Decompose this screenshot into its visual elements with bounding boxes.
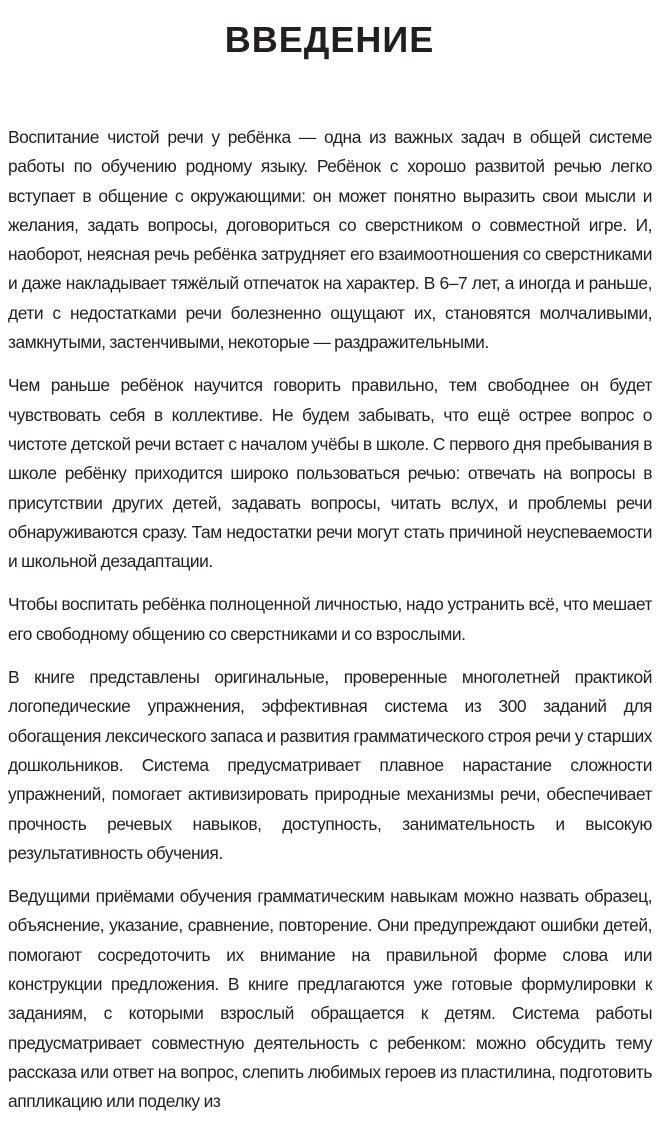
paragraph-2: Чем раньше ребёнок научится говорить правильно, тем свободнее он будет чувствовать себя в коллективе. Не будем забывать, что ещё острее вопрос о чистоте детской речи встает с началом учёбы в школе. С первого дня пребывания в школе ребёнку приходится широко пользоваться речью: отвечать на вопросы в присутствии других детей, задавать вопросы, читать вслух, и проблемы речи обнаруживаются сразу. Там недостатки речи могут стать причиной неуспеваемости и школьной дезадаптации. (8, 375, 652, 572)
paragraph-1: Воспитание чистой речи у ребёнка — одна из важных задач в общей системе работы по обучению родному языку. Ребёнок с хорошо развитой речью легко вступает в общение с окружающими: он может понятно выразить свои мысли и желания, задать вопросы, договориться со сверстником о совместной игре. И, наоборот, неясная речь ребёнка затрудняет его взаимоотношения со сверстниками и даже накладывает тяжёлый отпечаток на характер. В 6–7 лет, а иногда и раньше, дети с недостатками речи болезненно ощущают их, становятся молчаливыми, замкнутыми, застенчивыми, некоторые — раздражительными. (8, 127, 652, 353)
paragraph-5: Ведущими приёмами обучения грамматическим навыкам можно назвать образец, объяснение, указание, сравнение, повторение. Они предупреждают ошибки детей, помогают сосредоточить их внимание на правильной форме слова или конструкции предложения. В книге предлагаются уже готовые формулировки к заданиям, с которыми взрослый обращается к детям. Система работы предусматривает совместную деятельность с ребенком: можно обсудить тему рассказа или ответ на вопрос, слепить любимых героев из пластилина, подготовить аппликацию или поделку из (8, 886, 652, 1112)
page-title: ВВЕДЕНИЕ (224, 19, 435, 60)
paragraph-3: Чтобы воспитать ребёнка полноценной личностью, надо устранить всё, что мешает его свободному общению со сверстниками и со взрослыми. (8, 594, 652, 644)
paragraph-4: В книге представлены оригинальные, проверенные многолетней практикой логопедические упражнения, эффективная система из 300 заданий для обогащения лексического запаса и развития грамматического строя речи у старших дошкольников. Система предусматривает плавное нарастание сложности упражнений, помогает активизировать природные механизмы речи, обеспечивает прочность речевых навыков, доступность, занимательность и высокую результативность обучения. (8, 667, 652, 863)
body-text (8, 123, 652, 1131)
